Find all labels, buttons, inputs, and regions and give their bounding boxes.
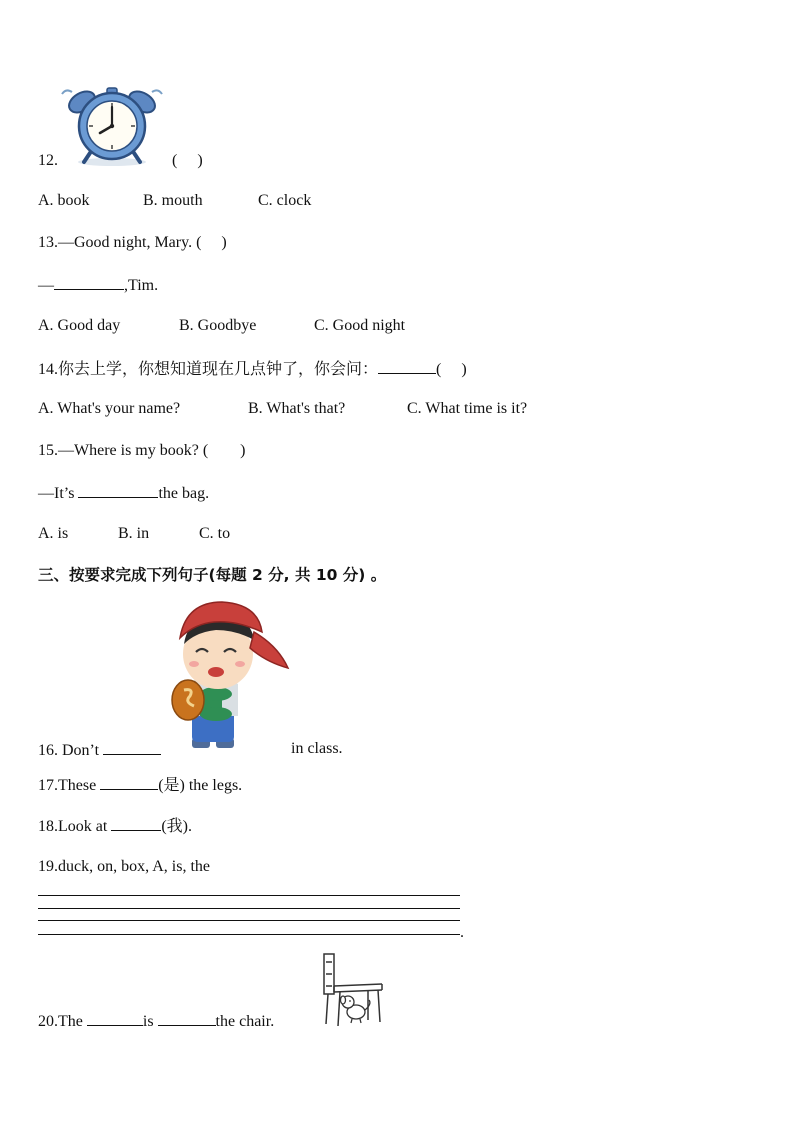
sentence-end: in class.: [291, 740, 343, 757]
question-12-number: 12.: [38, 152, 58, 169]
question-17: [38, 774, 242, 796]
option-c: C. Good night: [314, 317, 406, 334]
option-c: C. clock: [258, 192, 312, 209]
dog-under-chair-icon: [322, 950, 386, 1028]
option-b: B. mouth: [143, 192, 203, 209]
question-15-prompt: 15.—Where is my book? ( ): [38, 442, 246, 459]
boy-eating-icon: [166, 596, 294, 756]
option-c: C. to: [199, 525, 231, 542]
option-a: A. Good day: [38, 317, 121, 334]
writing-line[interactable]: [38, 920, 460, 921]
question-16: [38, 739, 161, 761]
answer-blank[interactable]: [378, 358, 436, 374]
answer-blank[interactable]: [54, 274, 124, 290]
answer-blank[interactable]: [78, 482, 158, 498]
reply-lead: —It’s: [38, 485, 79, 502]
writing-line[interactable]: [38, 908, 460, 909]
writing-line[interactable]: [38, 934, 460, 935]
question-18: [38, 815, 192, 837]
option-a: A. What's your name?: [38, 400, 181, 417]
sentence-lead: 20.The: [38, 1013, 87, 1030]
sentence-end: (是) the legs.: [158, 777, 243, 794]
option-b: B. in: [118, 525, 150, 542]
sentence-end: (我).: [161, 818, 192, 835]
answer-blank[interactable]: [100, 774, 158, 790]
sentence-lead: 16. Don’t: [38, 742, 104, 759]
option-a: A. is: [38, 525, 69, 542]
option-c: C. What time is it?: [407, 400, 528, 417]
answer-blank-2[interactable]: [158, 1010, 216, 1026]
prompt-text: 14.你去上学，你想知道现在几点钟了，你会问：: [38, 361, 379, 378]
option-a: A. book: [38, 192, 90, 209]
end-mark: .: [460, 924, 464, 941]
reply-text: ,Tim.: [124, 277, 159, 294]
option-b: B. Goodbye: [179, 317, 257, 334]
question-19-prompt: 19.duck, on, box, A, is, the: [38, 858, 210, 875]
sentence-mid: is: [142, 1013, 158, 1030]
sentence-lead: 18.Look at: [38, 818, 112, 835]
dash: —: [38, 277, 54, 294]
alarm-clock-icon: [58, 84, 166, 168]
sentence-end: the chair.: [215, 1013, 275, 1030]
writing-line[interactable]: [38, 895, 460, 896]
sentence-lead: 17.These: [38, 777, 101, 794]
question-14-prompt: [38, 358, 467, 380]
answer-blank-1[interactable]: [87, 1010, 143, 1026]
answer-blank[interactable]: [111, 815, 161, 831]
question-15-reply: [38, 482, 209, 504]
question-20: [38, 1010, 274, 1032]
answer-blank[interactable]: [103, 739, 161, 755]
reply-text: the bag.: [158, 485, 210, 502]
answer-paren: ( ): [172, 152, 203, 169]
question-13-prompt: 13.—Good night, Mary. ( ): [38, 234, 227, 251]
answer-paren: ( ): [436, 361, 467, 378]
section-3-title: 三、按要求完成下列句子(每题 2 分, 共 10 分) 。: [38, 566, 387, 584]
option-b: B. What's that?: [248, 400, 346, 417]
question-13-reply: [38, 274, 158, 296]
